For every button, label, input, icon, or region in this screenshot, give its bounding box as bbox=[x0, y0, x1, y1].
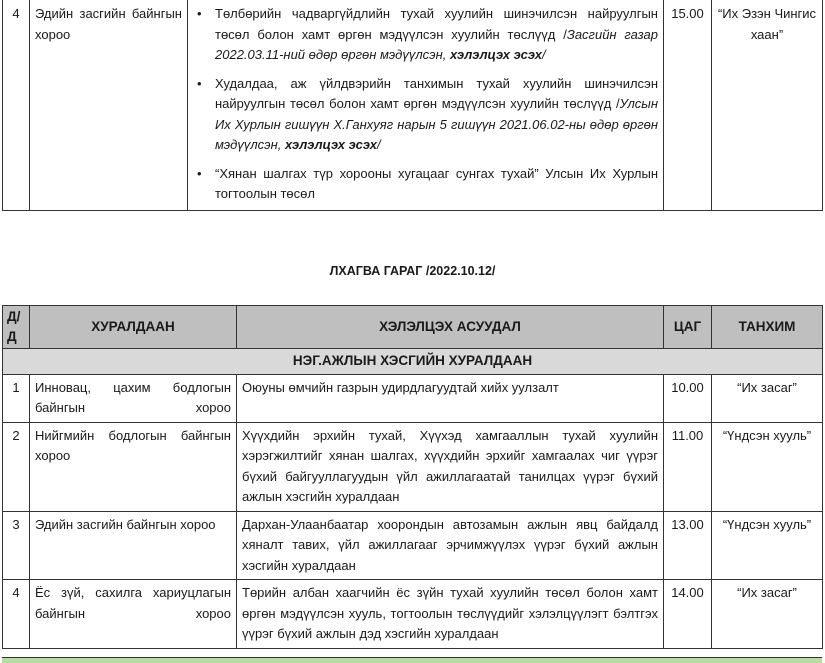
committee-name: Эдийн засгийн байнгын хороо bbox=[30, 0, 188, 210]
meeting-name: Нийгмийн бодлогын байнгын хороо bbox=[30, 422, 237, 511]
issue-text: Оюуны өмчийн газрын удирдлагуудтай хийх уулзалт bbox=[237, 374, 664, 422]
meeting-name: Эдийн засгийн байнгын хороо bbox=[30, 511, 237, 580]
issue-text: Дархан-Улаанбаатар хоорондын автозамын ажлын явц байдалд хяналт тавих, үйл ажиллагааг эрчимжүүлэх үүрэг бүхий ажлын хэсгийн хуралдаан bbox=[237, 511, 664, 580]
table-row bbox=[3, 580, 823, 649]
column-header-issue: ХЭЛЭЛЦЭХ АСУУДАЛ bbox=[237, 306, 664, 349]
time-cell: 14.00 bbox=[664, 580, 712, 649]
time-cell: 11.00 bbox=[664, 422, 712, 511]
meeting-name: Инновац, цахим бодлогын байнгын хороо bbox=[30, 374, 237, 422]
day-heading: ЛХАГВА ГАРАГ /2022.10.12/ bbox=[329, 264, 496, 278]
meeting-name: Ёс зүй, сахилга хариуцлагын байнгын хороо bbox=[30, 580, 237, 649]
section-title: НЭГ.АЖЛЫН ХЭСГИЙН ХУРАЛДААН bbox=[3, 349, 823, 375]
agenda-item: • “Хянан шалгах түр хорооны хугацааг сунгах тухай” Улсын Их Хурлын тогтоолын төсөл bbox=[215, 164, 658, 205]
hall-cell: “Их засаг” bbox=[712, 374, 823, 422]
agenda-item: • Төлбөрийн чадваргүйдлийн тухай хуулийн шинэчилсэн найруулгын төсөл болон хамт өргөн мэдүүлсэн хуулийн төслүүд /Засгийн газар 2022.03.11-ний өдөр өргөн мэдүүлсэн, хэлэлцэх эсэх/ bbox=[215, 4, 658, 66]
next-section-bar bbox=[2, 657, 822, 663]
hall-cell: “Их засаг” bbox=[712, 580, 823, 649]
time-cell: 13.00 bbox=[664, 511, 712, 580]
column-header-hall: ТАНХИМ bbox=[712, 306, 823, 349]
column-header-time: ЦАГ bbox=[664, 306, 712, 349]
hall-cell: “Үндсэн хууль” bbox=[712, 422, 823, 511]
table-row bbox=[3, 511, 823, 580]
row-number: 4 bbox=[3, 0, 30, 210]
time-cell: 15.00 bbox=[664, 0, 712, 210]
previous-day-table bbox=[2, 0, 823, 211]
issue-text: Төрийн албан хаагчийн ёс зүйн тухай хуулийн төсөл болон хамт өргөн мэдүүлсэн хууль, тогтоолын төслүүдийг хэлэлцүүлэгт бэлтгэх үүрэг бүхий ажлын дэд хэсгийн хуралдаан bbox=[237, 580, 664, 649]
section-row bbox=[3, 349, 823, 375]
hall-cell: “Үндсэн хууль” bbox=[712, 511, 823, 580]
issue-text: Хүүхдийн эрхийн тухай, Хүүхэд хамгааллын тухай хуулийн хэрэгжилтийг хянан шалгах, хүүхдийн эрхийг хамгаалах чиг үүрэг бүхий байгууллагуудын үйл ажиллагаатай танилцах үүрэг бүхий ажлын хэсгийн хуралдаан bbox=[237, 422, 664, 511]
column-header-meeting: ХУРАЛДААН bbox=[30, 306, 237, 349]
agenda-list bbox=[193, 4, 658, 205]
schedule-table bbox=[2, 305, 823, 649]
row-number: 1 bbox=[3, 374, 30, 422]
time-cell: 10.00 bbox=[664, 374, 712, 422]
hall-cell: “Их Эзэн Чингис хаан” bbox=[712, 0, 823, 210]
agenda-items-cell bbox=[188, 0, 664, 210]
row-number: 4 bbox=[3, 580, 30, 649]
table-row bbox=[3, 0, 823, 210]
agenda-item: • Худалдаа, аж үйлдвэрийн танхимын тухай хуулийн шинэчилсэн найруулгын төсөл болон хамт өргөн мэдүүлсэн хуулийн төслүүд /Улсын Их Хурлын гишүүн Х.Ганхуяг нарын 5 гишүүн 2021.06.02-ны өдөр өргөн мэдүүлсэн, хэлэлцэх эсэх/ bbox=[215, 74, 658, 156]
column-header-number: Д/ Д bbox=[3, 306, 30, 349]
table-row bbox=[3, 422, 823, 511]
row-number: 3 bbox=[3, 511, 30, 580]
table-row bbox=[3, 374, 823, 422]
row-number: 2 bbox=[3, 422, 30, 511]
table-header-row bbox=[3, 306, 823, 349]
